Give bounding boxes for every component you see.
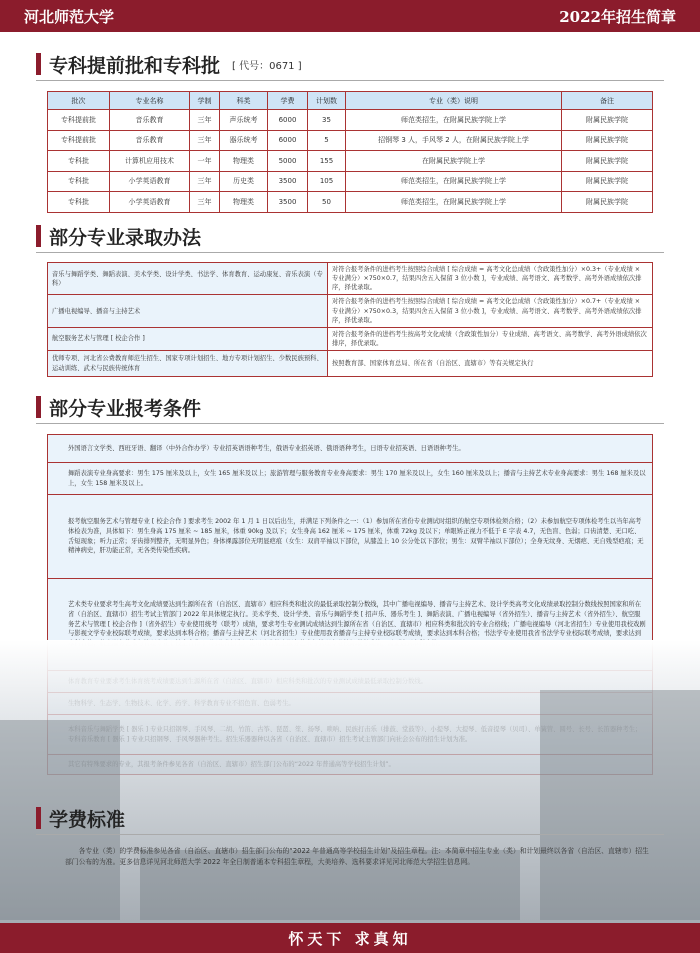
- cell: 三年: [190, 192, 220, 213]
- cell: 3500: [268, 192, 308, 213]
- cell: 3500: [268, 171, 308, 192]
- cell: 专科提前批: [48, 130, 110, 151]
- section-divider: [36, 252, 664, 253]
- condition-text: 外国语言文学类、西班牙语、翻译（中外合作办学）专业招英语语种考生，俄语专业招英语、俄语语种考生，日语专业招英语、日语语种考生。: [48, 435, 653, 463]
- col-header: 学制: [190, 92, 220, 110]
- section-title-4: [36, 804, 125, 832]
- col-header: 备注: [562, 92, 653, 110]
- institution-code: [ 代号：0671 ]: [232, 60, 302, 72]
- cell: 声乐统考: [220, 110, 268, 131]
- section-divider: [36, 834, 664, 835]
- footer-banner: [0, 923, 700, 953]
- col-header: 计划数: [308, 92, 346, 110]
- cell: 小学英语教育: [110, 171, 190, 192]
- admission-rule: 对符合报考条件的进档考生按照综合成绩 [ 综合成绩 = 高考文化总成绩（含政策性加分）×0.3+（专业成绩 × 专业满分）×750×0.7，结果四舍五入保留 3 位小数 ]，专业成绩、高考语文、高考数学、高考外语成绩依次排序，择优录取。: [328, 263, 653, 295]
- table-row: [48, 130, 653, 151]
- table-row: [48, 495, 653, 579]
- cell: 155: [308, 151, 346, 172]
- section-marker: [36, 225, 41, 247]
- section-title-3: [36, 393, 201, 421]
- col-header: 专业名称: [110, 92, 190, 110]
- cell: 师范类招生，在附属民族学院上学: [346, 171, 562, 192]
- cell: 小学英语教育: [110, 192, 190, 213]
- cell: 师范类招生，在附属民族学院上学: [346, 110, 562, 131]
- cell: 音乐教育: [110, 130, 190, 151]
- cell: 三年: [190, 130, 220, 151]
- cell: 35: [308, 110, 346, 131]
- table-row: [48, 295, 653, 327]
- campus-background: [0, 640, 700, 923]
- section-divider: [36, 423, 664, 424]
- cell: 招钢琴 3 人，手风琴 2 人，在附属民族学院上学: [346, 130, 562, 151]
- cell: 50: [308, 192, 346, 213]
- table-row: [48, 171, 653, 192]
- major-group: 广播电视编导、播音与主持艺术: [48, 295, 328, 327]
- major-group: 优师专项、河北省公费教育师范生招生、国家专项计划招生、地方专项计划招生、少数民族预科、运动训练、武术与民族传统体育: [48, 351, 328, 377]
- cell: 6000: [268, 110, 308, 131]
- section-title-2: [36, 222, 201, 250]
- section-heading: 专科提前批和专科批: [49, 54, 221, 77]
- section-marker: [36, 396, 41, 418]
- table-row: [48, 463, 653, 495]
- cell: 历史类: [220, 171, 268, 192]
- section-marker: [36, 53, 41, 75]
- cell: 附属民族学院: [562, 110, 653, 131]
- cell: 5000: [268, 151, 308, 172]
- cell: 附属民族学院: [562, 151, 653, 172]
- condition-text: 舞蹈表演专业身高要求：男生 175 厘米及以上，女生 165 厘米及以上；旅游管理与服务教育专业身高要求：男生 170 厘米及以上，女生 160 厘米及以上；播音与主持艺术专业身高要求：男生 168 厘米及以上，女生 158 厘米及以上。: [48, 463, 653, 495]
- cell: 物理类: [220, 151, 268, 172]
- col-header: 学费: [268, 92, 308, 110]
- cell: 105: [308, 171, 346, 192]
- cell: 物理类: [220, 192, 268, 213]
- cell: 专科批: [48, 171, 110, 192]
- cell: 附属民族学院: [562, 192, 653, 213]
- table-row: [48, 110, 653, 131]
- major-group: 音乐与舞蹈学类、舞蹈表演、美术学类、设计学类、书法学、体育教育、运动康复、音乐表演（专科）: [48, 263, 328, 295]
- section-divider: [36, 80, 664, 81]
- table-header-row: [48, 92, 653, 110]
- school-name: 河北师范大学: [24, 7, 115, 26]
- junior-college-table: [47, 91, 653, 213]
- cell: 三年: [190, 110, 220, 131]
- cell: 专科批: [48, 151, 110, 172]
- section-heading: 部分专业报考条件: [49, 397, 202, 420]
- cell: 师范类招生，在附属民族学院上学: [346, 192, 562, 213]
- admission-method-table: [47, 262, 653, 377]
- table-row: [48, 435, 653, 463]
- cell: 5: [308, 130, 346, 151]
- cell: 音乐教育: [110, 110, 190, 131]
- admission-rule: 按照教育部、国家体育总局、所在省（自治区、直辖市）等有关规定执行: [328, 351, 653, 377]
- building-shape: [540, 690, 700, 920]
- col-header: 批次: [48, 92, 110, 110]
- table-row: [48, 151, 653, 172]
- cell: 6000: [268, 130, 308, 151]
- cell: 在附属民族学院上学: [346, 151, 562, 172]
- admission-rule: 对符合报考条件的进档考生按高考文化成绩（含政策性加分）专业成绩、高考语文、高考数学、高考外语成绩依次排序，择优录取。: [328, 327, 653, 350]
- condition-text: 报考航空服务艺术与管理专业 [ 校企合作 ] 要求考生 2002 年 1 月 1 日以后出生，并满足下列条件之一：（1）参加所在省份专业测试时组织的航空专项体检须合格；（2）未参加航空专项体检考生以当年高考体检表为准，具体如下：男生身高 175 厘米 ~ 185 厘米，体重 90kg 及以下；女生身高 162 厘米 ~ 175 厘米，体重 72kg 及以下；单眼矫正视力不低于 E 字表 4.7，无色盲、色弱；口齿清楚、无口吃、舌短现象；听力正常；牙齿排列整齐，无明显异色；身体裸露部位无明显疤痕（女生：双肩平袖以下部位，从膝盖上 10 公分处以下部位；男生：双臂半袖以下部位）；全身无纹身、无烟疤、无自残型疤痕；无精神病史，肝功能正常，无各类传染性疾病。: [48, 495, 653, 579]
- cell: 器乐统考: [220, 130, 268, 151]
- table-row: [48, 351, 653, 377]
- section-heading: 部分专业录取办法: [49, 226, 202, 249]
- table-row: [48, 192, 653, 213]
- top-banner: [0, 0, 700, 32]
- col-header: 科类: [220, 92, 268, 110]
- cell: 附属民族学院: [562, 130, 653, 151]
- section-title-1: [36, 50, 302, 78]
- admission-rule: 对符合报考条件的进档考生按照综合成绩 [ 综合成绩 = 高考文化总成绩（含政策性加分）×0.7+（专业成绩 × 专业满分）×750×0.3，结果四舍五入保留 3 位小数 ]，专业成绩、高考语文、高考数学、高考外语成绩依次排序，择优录取。: [328, 295, 653, 327]
- table-row: [48, 263, 653, 295]
- cell: 一年: [190, 151, 220, 172]
- school-motto: 怀天下 求真知: [288, 929, 412, 948]
- section-heading: 学费标准: [49, 808, 126, 831]
- table-row: [48, 327, 653, 350]
- cell: 计算机应用技术: [110, 151, 190, 172]
- brochure-title: 2022年招生简章: [559, 7, 676, 26]
- condition-text: 艺术类专业要求考生高考文化成绩要达到生源所在省（自治区、直辖市）相应科类和批次的最低录取控制分数线，其中广播电视编导、播音与主持艺术、设计学类高考文化成绩录取控制分数线按照国家和所在省（自治区、直辖市）招生考试主管部门 2022 年具体规定执行。美术学类、设计学类、音乐与舞蹈学类 [ 招声乐、器乐考生 ]、舞蹈表演、广播电视编导（省外招生）、播音与主持艺术（省外招生）、航空服务艺术与管理 [ 校企合作 ]（省外招生）专业使用统考（联考）成绩，要求考生专业测试成绩达到生源所在省（自治区、直辖市）相应科类和批次的专业合格线；广播电视编导（河北省招生）专业使用我校戏剧与影视文学专业校际联考成绩，要求达到本科合格；播音与主持艺术（河北省招生）专业使用我省播音与主持专业校际联考成绩，要求达到本科合格；书法学专业使用我省书法学专业校际联考成绩，要求达到: [48, 579, 653, 671]
- section-marker: [36, 807, 41, 829]
- tuition-note: 各专业（类）的学费标准参见各省（自治区、直辖市）招生部门公布的“2022 年普通高等学校招生计划”及招生章程。注：本简章中招生专业（类）和计划最终以各省（自治区、直辖市）招生部门公布的为准。更多信息详见河北师范大学 2022 年全日制普通本专科招生章程，大美培养、选科要求详见河北师范大学招生信息网。: [65, 847, 649, 866]
- col-header: 专业（类）说明: [346, 92, 562, 110]
- cell: 专科批: [48, 192, 110, 213]
- major-group: 航空服务艺术与管理 [ 校企合作 ]: [48, 327, 328, 350]
- cell: 附属民族学院: [562, 171, 653, 192]
- cell: 三年: [190, 171, 220, 192]
- cell: 专科提前批: [48, 110, 110, 131]
